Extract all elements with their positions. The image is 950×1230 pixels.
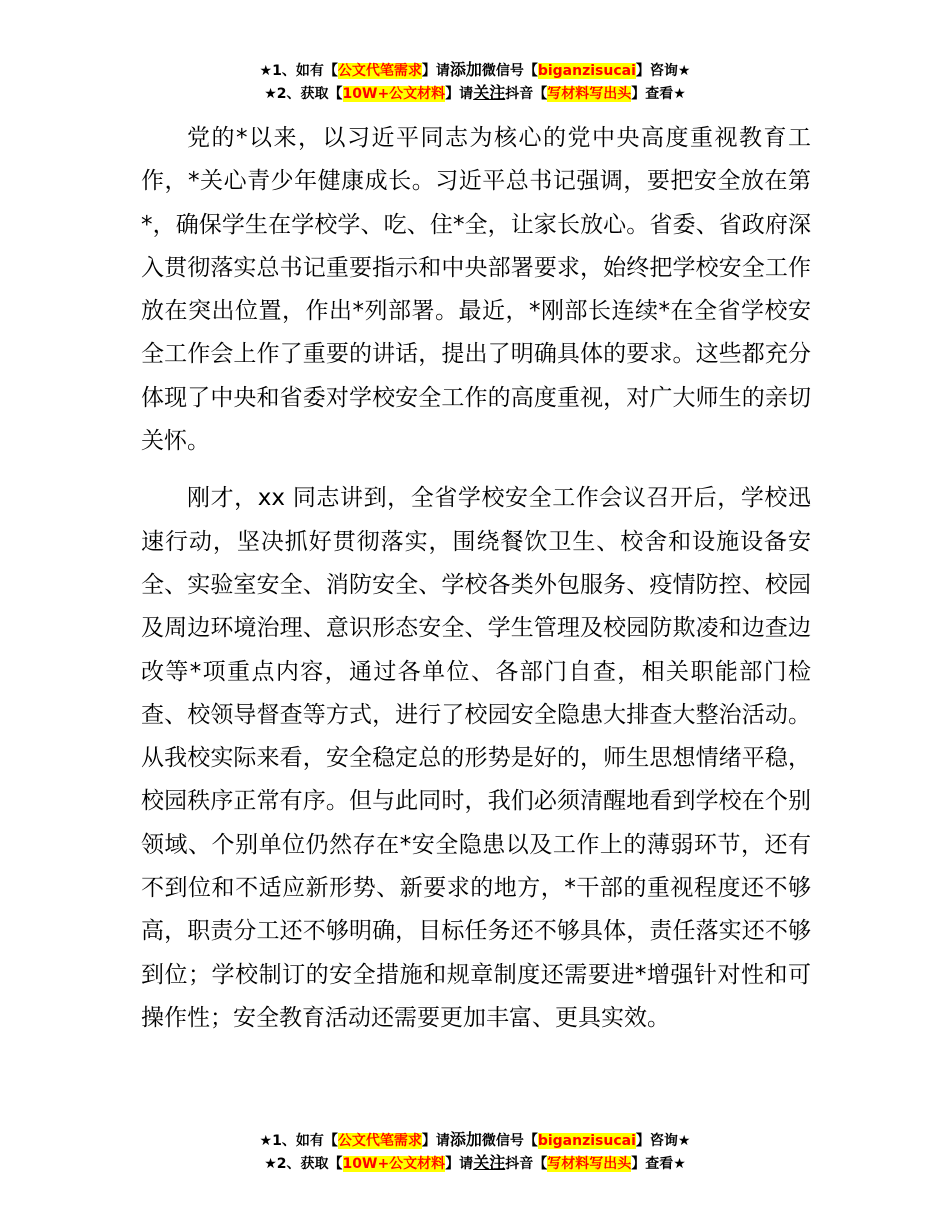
- header-banner: [0, 59, 950, 105]
- banner-line-2: ★2、获取【10W+公文材料】请关注抖音【写材料写出头】查看★: [264, 1153, 686, 1172]
- highlight-service: 公文代笔需求: [337, 1133, 422, 1149]
- highlight-materials: 10W+公文材料: [342, 86, 446, 102]
- highlight-wechat-id: biganzisucai: [537, 63, 636, 79]
- highlight-wechat-id: biganzisucai: [537, 1133, 636, 1149]
- highlight-douyin: 写材料写出头: [547, 86, 632, 102]
- highlight-materials: 10W+公文材料: [342, 1156, 446, 1172]
- banner-line-1: ★1、如有【公文代笔需求】请添加微信号【biganzisucai】咨询★: [259, 60, 691, 79]
- highlight-douyin: 写材料写出头: [547, 1156, 632, 1172]
- document-body: [141, 117, 811, 1054]
- paragraph-2: 刚才，xx 同志讲到，全省学校安全工作会议召开后，学校迅速行动，坚决抓好贯彻落实，围绕餐饮卫生、校舍和设施设备安全、实验室安全、消防安全、学校各类外包服务、疫情防控、校园及周边环境治理、意识形态安全、学生管理及校园防欺凌和边查边改等*项重点内容，通过各单位、各部门自查，相关职能部门检查、校领导督查等方式，进行了校园安全隐患大排查大整治活动。从我校实际来看，安全稳定总的形势是好的，师生思想情绪平稳，校园秩序正常有序。但与此同时，我们必须清醒地看到学校在个别领域、个别单位仍然存在*安全隐患以及工作上的薄弱环节，还有不到位和不适应新形势、新要求的地方，*干部的重视程度还不够高，职责分工还不够明确，目标任务还不够具体，责任落实还不够到位；学校制订的安全措施和规章制度还需要进*增强针对性和可操作性；安全教育活动还需要更加丰富、更具实效。: [141, 485, 811, 1031]
- banner-line-2: ★2、获取【10W+公文材料】请关注抖音【写材料写出头】查看★: [264, 83, 686, 102]
- paragraph-1: 党的*以来，以习近平同志为核心的党中央高度重视教育工作，*关心青少年健康成长。习近平总书记强调，要把安全放在第*，确保学生在学校学、吃、住*全，让家长放心。省委、省政府深入贯彻落实总书记重要指示和中央部署要求，始终把学校安全工作放在突出位置，作出*列部署。最近，*刚部长连续*在全省学校安全工作会上作了重要的讲话，提出了明确具体的要求。这些都充分体现了中央和省委对学校安全工作的高度重视，对广大师生的亲切关怀。: [141, 125, 811, 455]
- footer-banner: [0, 1129, 950, 1175]
- highlight-service: 公文代笔需求: [337, 63, 422, 79]
- banner-line-1: ★1、如有【公文代笔需求】请添加微信号【biganzisucai】咨询★: [259, 1130, 691, 1149]
